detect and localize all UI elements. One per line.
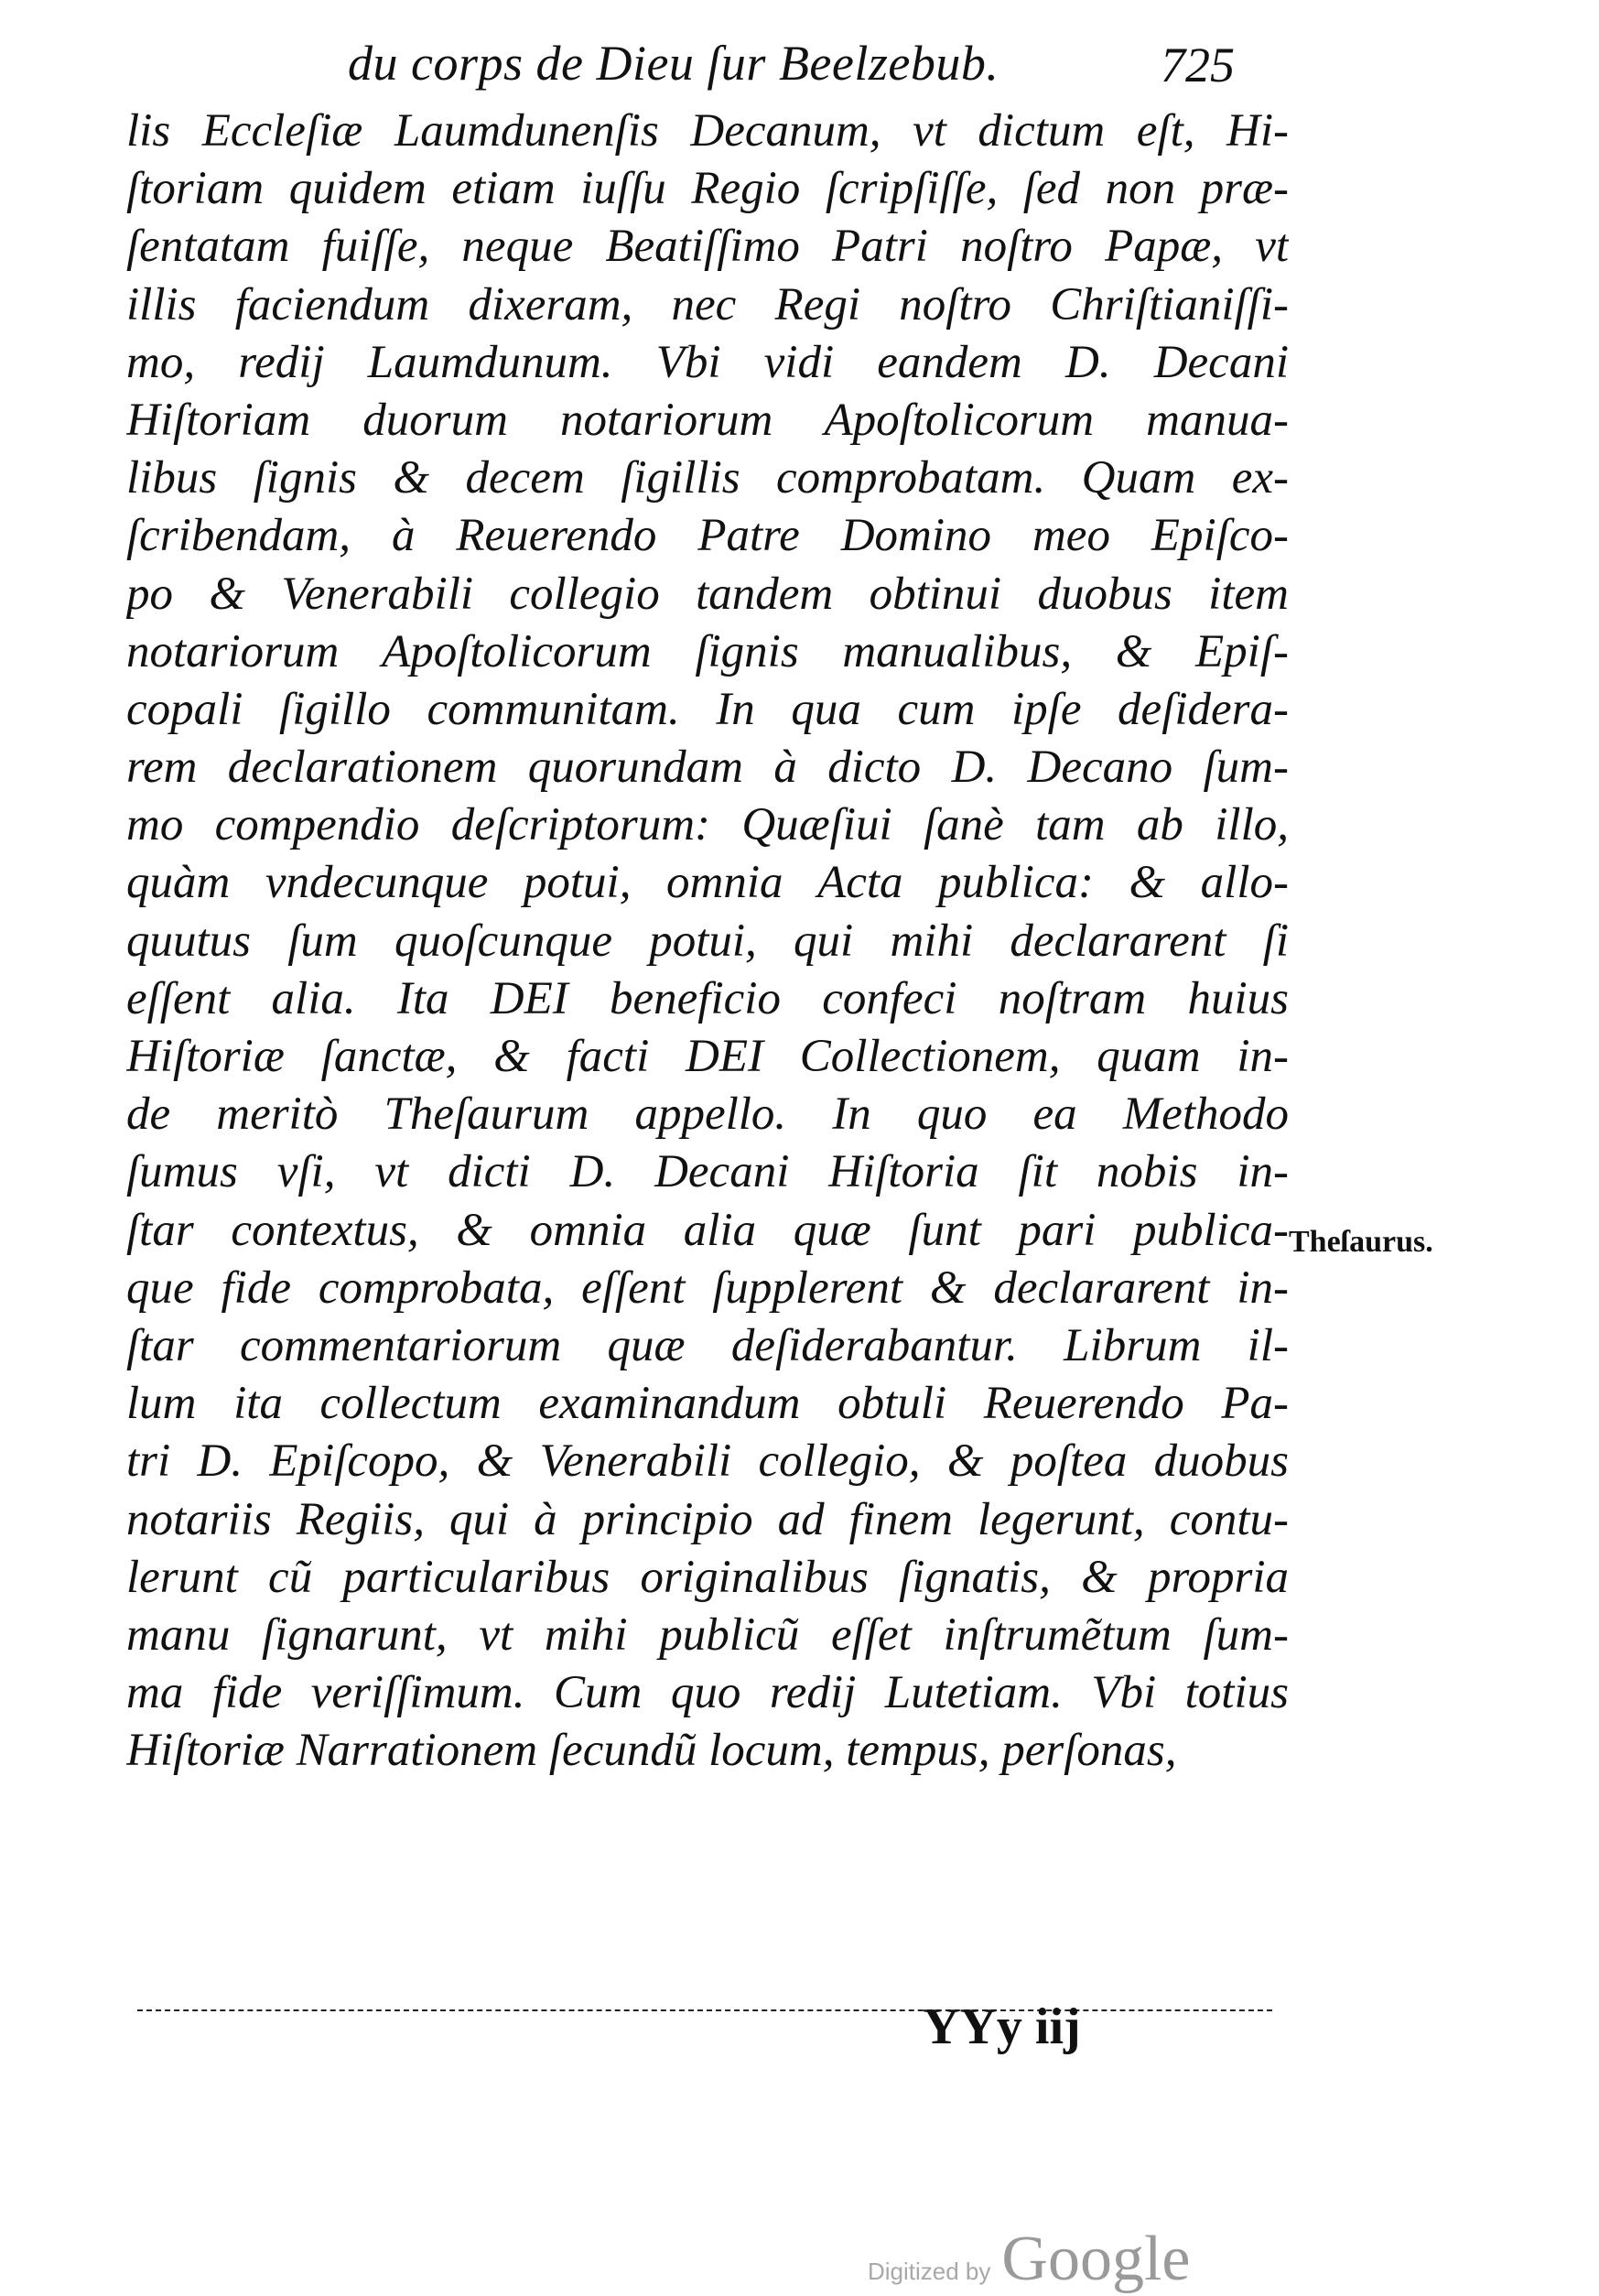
text-line: ſumus vſi, vt dicti D. Decani Hiſtoria ſit nobis in- xyxy=(126,1146,1289,1198)
text-line: ma fide veriſſimum. Cum quo redij Lutetiam. Vbi totius xyxy=(126,1667,1289,1719)
text-line: notariorum Apoſtolicorum ſignis manualibus, & Epiſ- xyxy=(126,625,1289,677)
text-line: libus ſignis & decem ſigillis comprobatam. Quam ex- xyxy=(126,452,1289,504)
text-line: ſtar commentariorum quæ deſiderabantur. Librum il- xyxy=(126,1319,1289,1371)
text-line: notariis Regiis, qui à principio ad finem legerunt, contu- xyxy=(126,1493,1289,1545)
signature-mark: YYy iij xyxy=(923,1998,1081,2055)
text-line: de meritò Theſaurum appello. In quo ea Methodo xyxy=(126,1088,1289,1141)
text-line: lis Eccleſiæ Laumdunenſis Decanum, vt dictum eſt, Hi- xyxy=(126,105,1289,157)
text-line: lum ita collectum examinandum obtuli Reuerendo Pa- xyxy=(126,1378,1289,1430)
text-line: po & Venerabili collegio tandem obtinui duobus item xyxy=(126,568,1289,620)
text-line: ſtar contextus, & omnia alia quæ ſunt pari publica- xyxy=(126,1204,1289,1256)
text-line: ſtoriam quidem etiam iuſſu Regio ſcripſiſſe, ſed non præ- xyxy=(126,163,1289,215)
text-line: mo compendio deſcriptorum: Quæſiui ſanè tam ab illo, xyxy=(126,799,1289,851)
text-line: eſſent alia. Ita DEI beneficio confeci noſtram huius xyxy=(126,972,1289,1024)
text-line: illis faciendum dixeram, nec Regi noſtro Chriſtianiſſi- xyxy=(126,278,1289,330)
running-title: du corps de Dieu ſur Beelzebub. xyxy=(348,36,999,91)
text-line: Hiſtoriæ Narrationem ſecundũ locum, tempus, perſonas, xyxy=(126,1725,1177,1777)
body-text xyxy=(126,103,1289,1780)
text-line: copali ſigillo communitam. In qua cum ipſe deſidera- xyxy=(126,683,1289,735)
text-line: rem declarationem quorundam à dicto D. Decano ſum- xyxy=(126,742,1289,794)
text-line: Hiſtoriæ ſanctæ, & facti DEI Collectionem, quam in- xyxy=(126,1031,1289,1082)
text-line: Hiſtoriam duorum notariorum Apoſtolicorum manua- xyxy=(126,394,1289,446)
text-line: lerunt cũ particularibus originalibus ſignatis, & propria xyxy=(126,1551,1289,1603)
text-line: mo, redij Laumdunum. Vbi vidi eandem D. Decani xyxy=(126,336,1289,388)
text-line: quutus ſum quoſcunque potui, qui mihi declararent ſi xyxy=(126,915,1289,967)
underline-rule xyxy=(137,2009,1272,2011)
text-line: que fide comprobata, eſſent ſupplerent & declararent in- xyxy=(126,1262,1289,1314)
text-line: tri D. Epiſcopo, & Venerabili collegio, & poſtea duobus xyxy=(126,1435,1289,1488)
digitization-watermark xyxy=(868,2223,1190,2296)
text-line: manu ſignarunt, vt mihi publicũ eſſet inſtrumẽtum ſum- xyxy=(126,1608,1289,1661)
text-line: quàm vndecunque potui, omnia Acta publica: & allo- xyxy=(126,857,1289,909)
page-number: 725 xyxy=(1161,38,1235,92)
watermark-prefix: Digitized by xyxy=(868,2258,991,2285)
marginal-note: Theſaurus. xyxy=(1289,1225,1433,1259)
text-line: ſentatam fuiſſe, neque Beatiſſimo Patri noſtro Papæ, vt xyxy=(126,221,1289,273)
text-line: ſcribendam, à Reuerendo Patre Domino meo Epiſco- xyxy=(126,510,1289,562)
watermark-logo: Google xyxy=(1001,2224,1191,2294)
